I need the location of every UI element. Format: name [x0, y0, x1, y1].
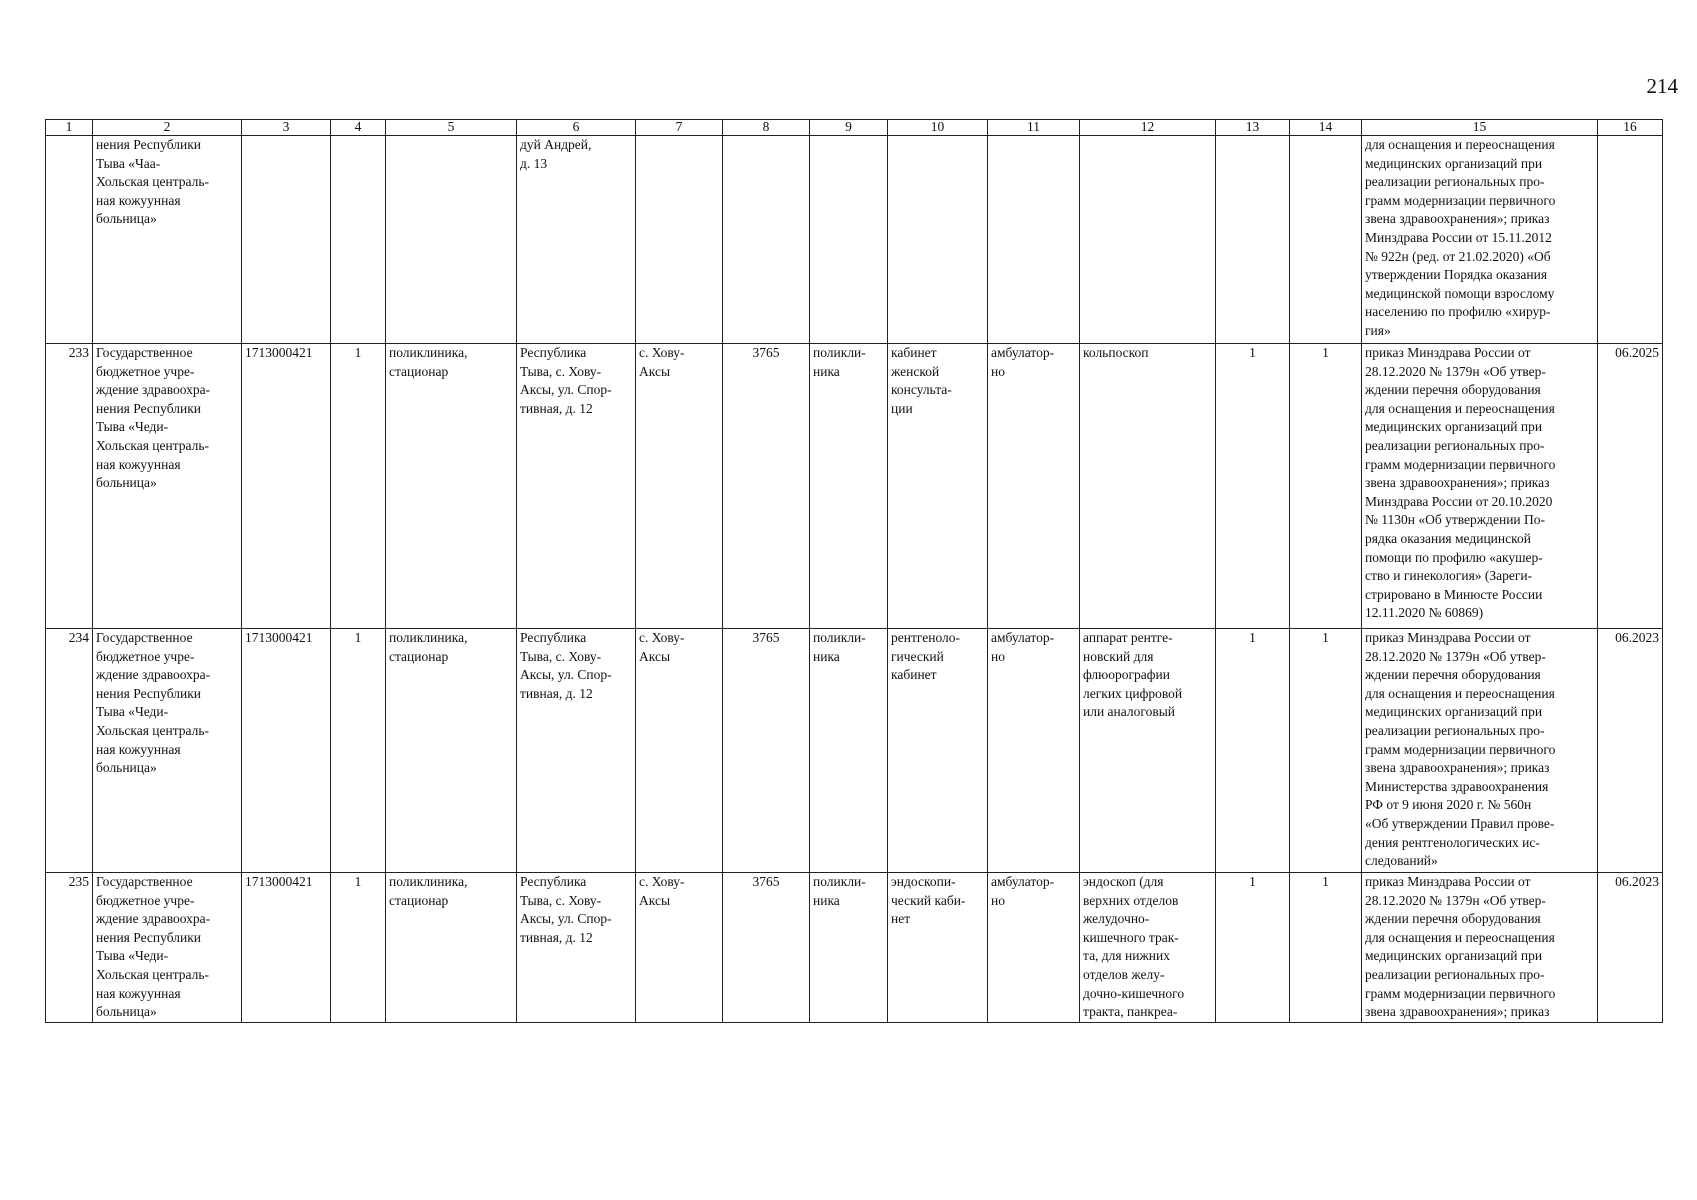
cell-qty2: 1 [1290, 344, 1362, 629]
cell-division: поликли- ника [810, 873, 888, 1023]
column-header: 7 [636, 120, 723, 136]
cell-division [810, 136, 888, 344]
cell-care [988, 136, 1080, 344]
cell-basis: приказ Минздрава России от 28.12.2020 № 1379н «Об утвер- ждении перечня оборудования для оснащения и переоснащения медицинских организаций при реализации региональных про- грамм модернизации первичного звена здравоохранения»; приказ Минздрава России от 20.10.2020 № 1130н «Об утверждении По- рядка оказания медицинской помощи по профилю «акушер- ство и гинекология» (Зареги- стрировано в Минюсте России 12.11.2020 № 60869) [1362, 344, 1598, 629]
cell-code: 3765 [723, 344, 810, 629]
cell-institution: Государственное бюджетное учре- ждение здравоохра- нения Республики Тыва «Чеди- Хольская централь- ная кожуунная больница» [93, 629, 242, 873]
column-header: 10 [888, 120, 988, 136]
page-number: 214 [1646, 74, 1678, 98]
table-row-continuation [46, 136, 1663, 344]
table-row [46, 344, 1663, 629]
cell-address: Республика Тыва, с. Хову- Аксы, ул. Спор- тивная, д. 12 [517, 629, 636, 873]
cell-no [46, 136, 93, 344]
column-header: 15 [1362, 120, 1598, 136]
column-header: 16 [1598, 120, 1663, 136]
cell-inn: 1713000421 [242, 344, 331, 629]
cell-date: 06.2023 [1598, 629, 1663, 873]
cell-type: поликлиника, стационар [386, 344, 517, 629]
cell-equipment [1080, 136, 1216, 344]
cell-inn: 1713000421 [242, 629, 331, 873]
cell-basis: приказ Минздрава России от 28.12.2020 № 1379н «Об утвер- ждении перечня оборудования для оснащения и переоснащения медицинских организаций при реализации региональных про- грамм модернизации первичного звена здравоохранения»; приказ Министерства здравоохранения РФ от 9 июня 2020 г. № 560н «Об утверждении Правил прове- дения рентгенологических ис- следований» [1362, 629, 1598, 873]
cell-division: поликли- ника [810, 344, 888, 629]
column-header: 3 [242, 120, 331, 136]
cell-qty1: 1 [1216, 629, 1290, 873]
column-header: 1 [46, 120, 93, 136]
cell-type: поликлиника, стационар [386, 873, 517, 1023]
cell-inn [242, 136, 331, 344]
cell-room: эндоскопи- ческий каби- нет [888, 873, 988, 1023]
column-header: 9 [810, 120, 888, 136]
cell-no: 233 [46, 344, 93, 629]
cell-room: рентгеноло- гический кабинет [888, 629, 988, 873]
cell-col4: 1 [331, 873, 386, 1023]
cell-date: 06.2025 [1598, 344, 1663, 629]
cell-settlement: с. Хову- Аксы [636, 344, 723, 629]
cell-qty2: 1 [1290, 873, 1362, 1023]
cell-equipment: эндоскоп (для верхних отделов желудочно- кишечного трак- та, для нижних отделов желу- дочно-кишечного тракта, панкреа- [1080, 873, 1216, 1023]
column-header: 14 [1290, 120, 1362, 136]
cell-qty1 [1216, 136, 1290, 344]
column-header: 5 [386, 120, 517, 136]
cell-code [723, 136, 810, 344]
table-row [46, 629, 1663, 873]
column-number-row [46, 120, 1663, 136]
cell-code: 3765 [723, 873, 810, 1023]
cell-type [386, 136, 517, 344]
cell-code: 3765 [723, 629, 810, 873]
column-header: 8 [723, 120, 810, 136]
cell-col4: 1 [331, 344, 386, 629]
cell-address: Республика Тыва, с. Хову- Аксы, ул. Спор- тивная, д. 12 [517, 873, 636, 1023]
cell-no: 234 [46, 629, 93, 873]
cell-basis: для оснащения и переоснащения медицинских организаций при реализации региональных про- грамм модернизации первичного звена здравоохранения»; приказ Минздрава России от 15.11.2012 № 922н (ред. от 21.02.2020) «Об утверждении Порядка оказания медицинской помощи взрослому населению по профилю «хирур- гия» [1362, 136, 1598, 344]
cell-inn: 1713000421 [242, 873, 331, 1023]
cell-type: поликлиника, стационар [386, 629, 517, 873]
cell-address: Республика Тыва, с. Хову- Аксы, ул. Спор- тивная, д. 12 [517, 344, 636, 629]
cell-qty2: 1 [1290, 629, 1362, 873]
column-header: 12 [1080, 120, 1216, 136]
cell-date: 06.2023 [1598, 873, 1663, 1023]
cell-qty1: 1 [1216, 344, 1290, 629]
cell-institution: Государственное бюджетное учре- ждение здравоохра- нения Республики Тыва «Чеди- Хольская централь- ная кожуунная больница» [93, 344, 242, 629]
cell-date [1598, 136, 1663, 344]
cell-settlement: с. Хову- Аксы [636, 629, 723, 873]
column-header: 2 [93, 120, 242, 136]
cell-institution: Государственное бюджетное учре- ждение здравоохра- нения Республики Тыва «Чеди- Хольская централь- ная кожуунная больница» [93, 873, 242, 1023]
cell-room: кабинет женской консульта- ции [888, 344, 988, 629]
cell-basis: приказ Минздрава России от 28.12.2020 № 1379н «Об утвер- ждении перечня оборудования для оснащения и переоснащения медицинских организаций при реализации региональных про- грамм модернизации первичного звена здравоохранения»; приказ [1362, 873, 1598, 1023]
cell-division: поликли- ника [810, 629, 888, 873]
cell-equipment: кольпоскоп [1080, 344, 1216, 629]
column-header: 13 [1216, 120, 1290, 136]
equipment-table [45, 119, 1663, 1023]
table-row [46, 873, 1663, 1023]
cell-equipment: аппарат рентге- новский для флюорографии легких цифровой или аналоговый [1080, 629, 1216, 873]
cell-qty2 [1290, 136, 1362, 344]
cell-care: амбулатор- но [988, 344, 1080, 629]
cell-institution: нения Республики Тыва «Чаа- Хольская централь- ная кожуунная больница» [93, 136, 242, 344]
column-header: 6 [517, 120, 636, 136]
cell-room [888, 136, 988, 344]
cell-settlement [636, 136, 723, 344]
column-header: 11 [988, 120, 1080, 136]
cell-qty1: 1 [1216, 873, 1290, 1023]
cell-settlement: с. Хову- Аксы [636, 873, 723, 1023]
cell-col4: 1 [331, 629, 386, 873]
cell-no: 235 [46, 873, 93, 1023]
cell-care: амбулатор- но [988, 629, 1080, 873]
cell-address: дуй Андрей, д. 13 [517, 136, 636, 344]
cell-care: амбулатор- но [988, 873, 1080, 1023]
cell-col4 [331, 136, 386, 344]
column-header: 4 [331, 120, 386, 136]
